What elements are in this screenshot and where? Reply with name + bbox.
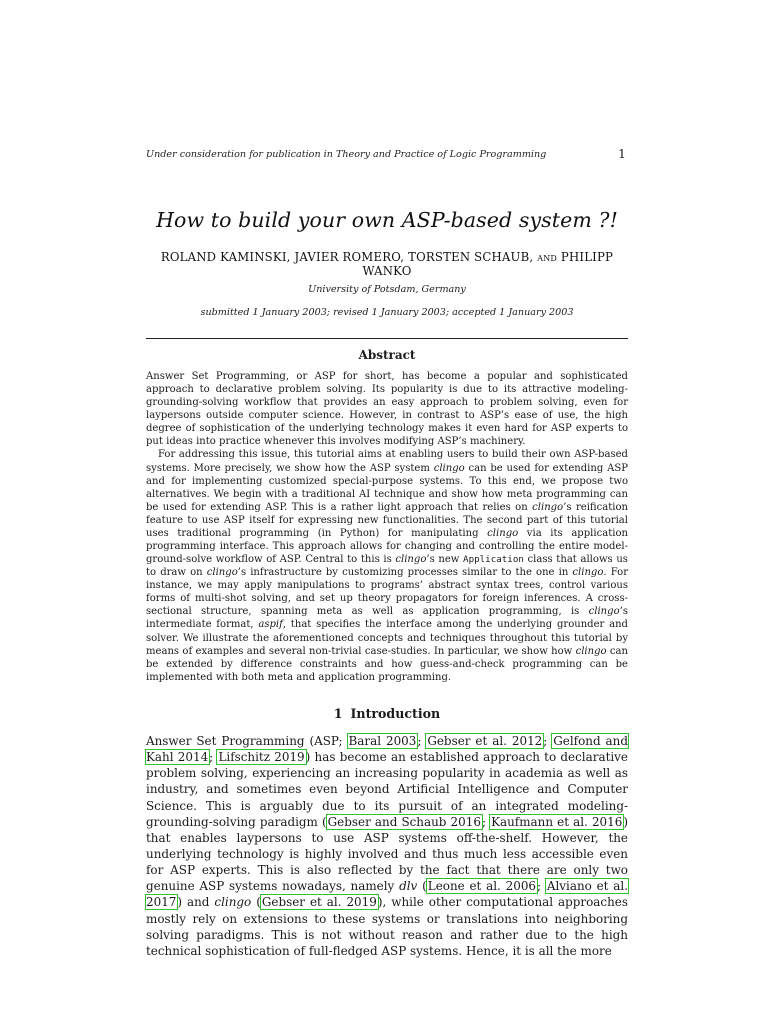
author-list: ROLAND KAMINSKI, JAVIER ROMERO, TORSTEN SCHAUB, and PHILIPP WANKO [160,250,614,278]
citation-link[interactable]: Kaufmann et al. 2016 [491,814,623,829]
system-name: clingo [206,567,238,579]
citation-link[interactable]: Leone et al. 2006 [427,879,537,894]
system-name: clingo [395,554,427,566]
system-name: dlv [399,879,418,894]
introduction-paragraph: Answer Set Programming (ASP; Baral 2003; Gebser et al. 2012; Gelfond and Kahl 2014; Lifschitz 2019) has become an established approach to declarative problem solving, experiencing an increasing popularity in academia as well as industry, and sometimes even beyond Artificial Intelligence and Computer Science. This is arguably due to its pursuit of an integrated modeling-grounding-solving paradigm (Gebser and Schaub 2016; Kaufmann et al. 2016) that enables laypersons to use ASP systems off-the-shelf. However, the underlying technology is highly involved and thus much less accessible even for ASP experts. This is also reflected by the fact that there are only two genuine ASP systems nowadays, namely dlv (Leone et al. 2006; Alviano et al. 2017) and clingo (Gebser et al. 2019), while other computational approaches mostly rely on extensions to these systems or translations into neighboring solving paradigms. This is not without reason and rather due to the high technical sophistication of full-fledged ASP systems. Hence, it is all the more [146,733,628,958]
system-name: clingo [575,645,607,657]
running-head [146,140,628,161]
affiliation: University of Potsdam, Germany [308,284,466,295]
system-name: clingo [433,462,465,474]
paper-page [146,140,628,959]
system-name: clingo [532,501,564,513]
abstract-body [146,370,628,684]
system-name: clingo [487,527,519,539]
abstract-heading: Abstract [358,348,416,362]
paper-title: How to build your own ASP-based system ?! [156,208,618,232]
section-number: 1 [333,705,343,721]
introduction-body [146,733,628,959]
system-name: clingo [588,606,620,618]
abstract-paragraph-2: For addressing this issue, this tutorial aims at enabling users to build their own ASP-based systems. More precisely, we show how the ASP system clingo can be used for extending ASP and for implementing customized special-purpose systems. To this end, we propose two alternatives. We begin with a traditional AI technique and show how meta programming can be used for extending ASP. This is a rather light approach that relies on clingo’s reification feature to use ASP itself for expressing new functionalities. The second part of this tutorial uses traditional programming (in Python) for manipulating clingo via its application programming interface. This approach allows for changing and controlling the entire model-ground-solve workflow of ASP. Central to this is clingo’s new Application class that allows us to draw on clingo’s infrastructure by customizing processes similar to the one in clingo. For instance, we may apply manipulations to programs’ abstract syntax trees, control various forms of multi-shot solving, and set up theory propagators for foreign inferences. A cross-sectional structure, spanning meta as well as application programming, is clingo’s intermediate format, aspif, that specifies the interface among the underlying grounder and solver. We illustrate the aforementioned concepts and techniques throughout this tutorial by means of examples and several non-trivial case-studies. In particular, we show how clingo can be extended by difference constraints and how guess-and-check programming can be implemented with both meta and application programming. [146,449,629,683]
citation-link[interactable]: Lifschitz 2019 [218,750,305,765]
submission-dates: submitted 1 January 2003; revised 1 January 2003; accepted 1 January 2003 [200,307,574,318]
system-name: clingo [572,567,604,579]
citation-link[interactable]: Gelfond and Kahl 2014 [146,733,628,765]
code-term: Application [463,554,524,566]
page-number: 1 [618,146,626,161]
journal-name: Under consideration for publication in Theory and Practice of Logic Programming [146,149,547,160]
section-title: Introduction [350,705,441,721]
citation-link[interactable]: Gebser et al. 2012 [427,733,543,748]
citation-link[interactable]: Gebser and Schaub 2016 [327,814,481,829]
system-name: clingo [214,895,252,910]
abstract-paragraph-1: Answer Set Programming, or ASP for short, has become a popular and sophisticated approach to declarative problem solving. Its popularity is due to its attractive modeling-grounding-solving workflow that provides an easy approach to problem solving, even for laypersons outside computer science. However, in contrast to ASP’s ease of use, the high degree of sophistication of the underlying technology makes it even hard for ASP experts to put ideas into practice whenever this involves modifying ASP’s machinery. [146,371,628,448]
citation-link[interactable]: Gebser et al. 2019 [261,895,377,910]
citation-link[interactable]: Baral 2003 [348,733,417,748]
format-name: aspif [258,619,283,631]
section-heading [146,706,628,721]
citation-link[interactable]: Alviano et al. 2017 [146,879,628,910]
divider [146,338,628,339]
